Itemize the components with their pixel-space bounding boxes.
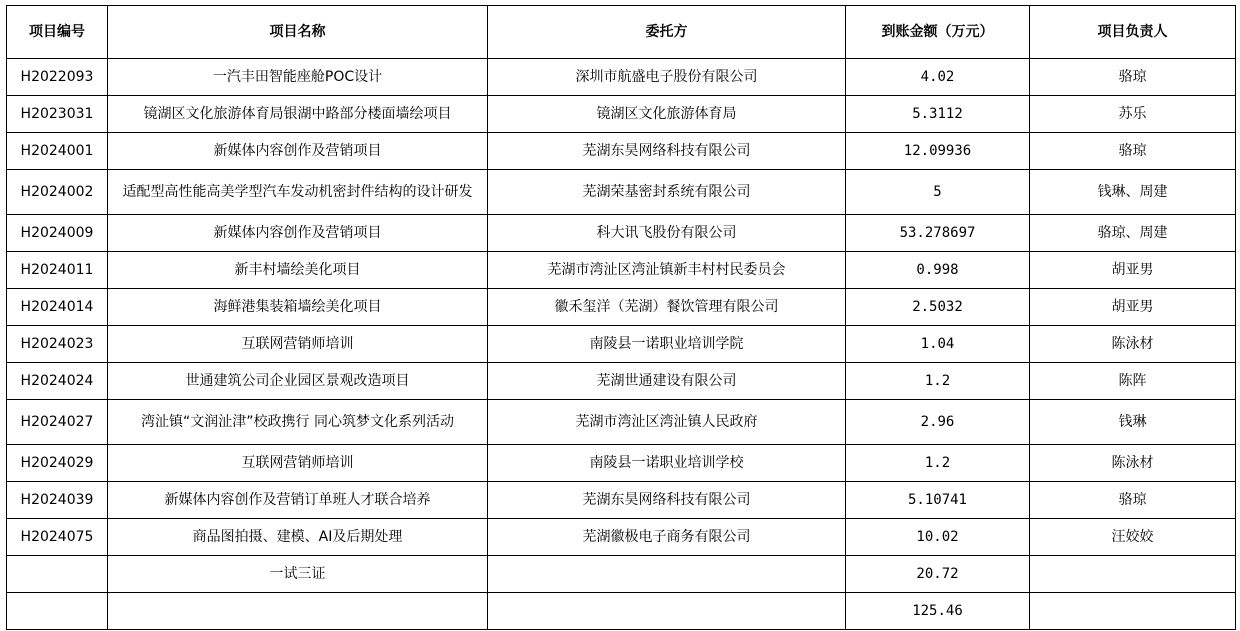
cell-amount: 20.72 (846, 556, 1030, 593)
table-row (7, 289, 1236, 326)
cell-name: 新媒体内容创作及营销项目 (108, 133, 488, 170)
cell-code: H2024029 (7, 445, 108, 482)
cell-client: 深圳市航盛电子股份有限公司 (488, 59, 846, 96)
cell-client (488, 593, 846, 630)
table-row (7, 445, 1236, 482)
cell-code: H2024002 (7, 170, 108, 215)
cell-amount: 0.998 (846, 252, 1030, 289)
cell-client: 芜湖市湾沚区湾沚镇新丰村村民委员会 (488, 252, 846, 289)
cell-name: 新丰村墙绘美化项目 (108, 252, 488, 289)
table-row (7, 519, 1236, 556)
cell-amount: 2.96 (846, 400, 1030, 445)
cell-lead: 陈泳材 (1030, 445, 1236, 482)
cell-client: 芜湖徽极电子商务有限公司 (488, 519, 846, 556)
header-code: 项目编号 (7, 6, 108, 59)
cell-code: H2023031 (7, 96, 108, 133)
cell-lead: 胡亚男 (1030, 289, 1236, 326)
cell-lead: 陈阵 (1030, 363, 1236, 400)
table-row (7, 133, 1236, 170)
cell-name: 镜湖区文化旅游体育局银湖中路部分楼面墙绘项目 (108, 96, 488, 133)
cell-name: 新媒体内容创作及营销订单班人才联合培养 (108, 482, 488, 519)
cell-amount: 125.46 (846, 593, 1030, 630)
cell-lead: 苏乐 (1030, 96, 1236, 133)
header-name: 项目名称 (108, 6, 488, 59)
cell-client: 科大讯飞股份有限公司 (488, 215, 846, 252)
cell-name: 一试三证 (108, 556, 488, 593)
total-row (7, 593, 1236, 630)
table-row (7, 252, 1236, 289)
cell-name: 适配型高性能高美学型汽车发动机密封件结构的设计研发 (108, 170, 488, 215)
cell-name: 海鲜港集装箱墙绘美化项目 (108, 289, 488, 326)
table-row (7, 215, 1236, 252)
cell-amount: 5 (846, 170, 1030, 215)
cell-lead: 胡亚男 (1030, 252, 1236, 289)
cell-name: 湾沚镇“文润沚津”校政携行 同心筑梦文化系列活动 (108, 400, 488, 445)
cell-lead (1030, 556, 1236, 593)
cell-client: 镜湖区文化旅游体育局 (488, 96, 846, 133)
cell-amount: 1.2 (846, 445, 1030, 482)
cell-amount: 53.278697 (846, 215, 1030, 252)
cell-client: 芜湖荣基密封系统有限公司 (488, 170, 846, 215)
cell-amount: 1.2 (846, 363, 1030, 400)
table-row (7, 482, 1236, 519)
cell-lead: 骆琼、周建 (1030, 215, 1236, 252)
cell-name: 互联网营销师培训 (108, 445, 488, 482)
cell-code (7, 556, 108, 593)
table-row (7, 400, 1236, 445)
header-client: 委托方 (488, 6, 846, 59)
cell-amount: 1.04 (846, 326, 1030, 363)
cell-code: H2022093 (7, 59, 108, 96)
cell-client: 南陵县一诺职业培训学校 (488, 445, 846, 482)
cell-lead: 汪姣姣 (1030, 519, 1236, 556)
cell-amount: 5.3112 (846, 96, 1030, 133)
header-amount: 到账金额（万元） (846, 6, 1030, 59)
cell-code: H2024024 (7, 363, 108, 400)
table-row (7, 170, 1236, 215)
header-lead: 项目负责人 (1030, 6, 1236, 59)
table-row (7, 96, 1236, 133)
cell-client: 芜湖东昊网络科技有限公司 (488, 482, 846, 519)
cell-client: 南陵县一诺职业培训学院 (488, 326, 846, 363)
cell-client: 芜湖东昊网络科技有限公司 (488, 133, 846, 170)
table-row (7, 59, 1236, 96)
cell-name: 一汽丰田智能座舱POC设计 (108, 59, 488, 96)
cell-name: 世通建筑公司企业园区景观改造项目 (108, 363, 488, 400)
cell-code: H2024075 (7, 519, 108, 556)
cell-client: 芜湖市湾沚区湾沚镇人民政府 (488, 400, 846, 445)
cell-lead: 陈泳材 (1030, 326, 1236, 363)
cell-code: H2024023 (7, 326, 108, 363)
cell-amount: 12.09936 (846, 133, 1030, 170)
project-table (6, 5, 1236, 630)
cell-lead (1030, 593, 1236, 630)
cell-client: 徽禾玺洋（芜湖）餐饮管理有限公司 (488, 289, 846, 326)
cell-amount: 2.5032 (846, 289, 1030, 326)
cell-code: H2024027 (7, 400, 108, 445)
cell-lead: 钱琳 (1030, 400, 1236, 445)
cell-name: 新媒体内容创作及营销项目 (108, 215, 488, 252)
cell-name: 商品图拍摄、建模、AI及后期处理 (108, 519, 488, 556)
cell-code: H2024011 (7, 252, 108, 289)
header-row (7, 6, 1236, 59)
cell-code: H2024001 (7, 133, 108, 170)
subtotal-row (7, 556, 1236, 593)
cell-code: H2024039 (7, 482, 108, 519)
cell-lead: 骆琼 (1030, 133, 1236, 170)
cell-code: H2024009 (7, 215, 108, 252)
cell-code: H2024014 (7, 289, 108, 326)
cell-lead: 骆琼 (1030, 59, 1236, 96)
cell-name (108, 593, 488, 630)
cell-code (7, 593, 108, 630)
cell-client (488, 556, 846, 593)
cell-lead: 钱琳、周建 (1030, 170, 1236, 215)
cell-amount: 4.02 (846, 59, 1030, 96)
cell-amount: 5.10741 (846, 482, 1030, 519)
cell-client: 芜湖世通建设有限公司 (488, 363, 846, 400)
cell-name: 互联网营销师培训 (108, 326, 488, 363)
table-row (7, 326, 1236, 363)
cell-lead: 骆琼 (1030, 482, 1236, 519)
table-row (7, 363, 1236, 400)
cell-amount: 10.02 (846, 519, 1030, 556)
